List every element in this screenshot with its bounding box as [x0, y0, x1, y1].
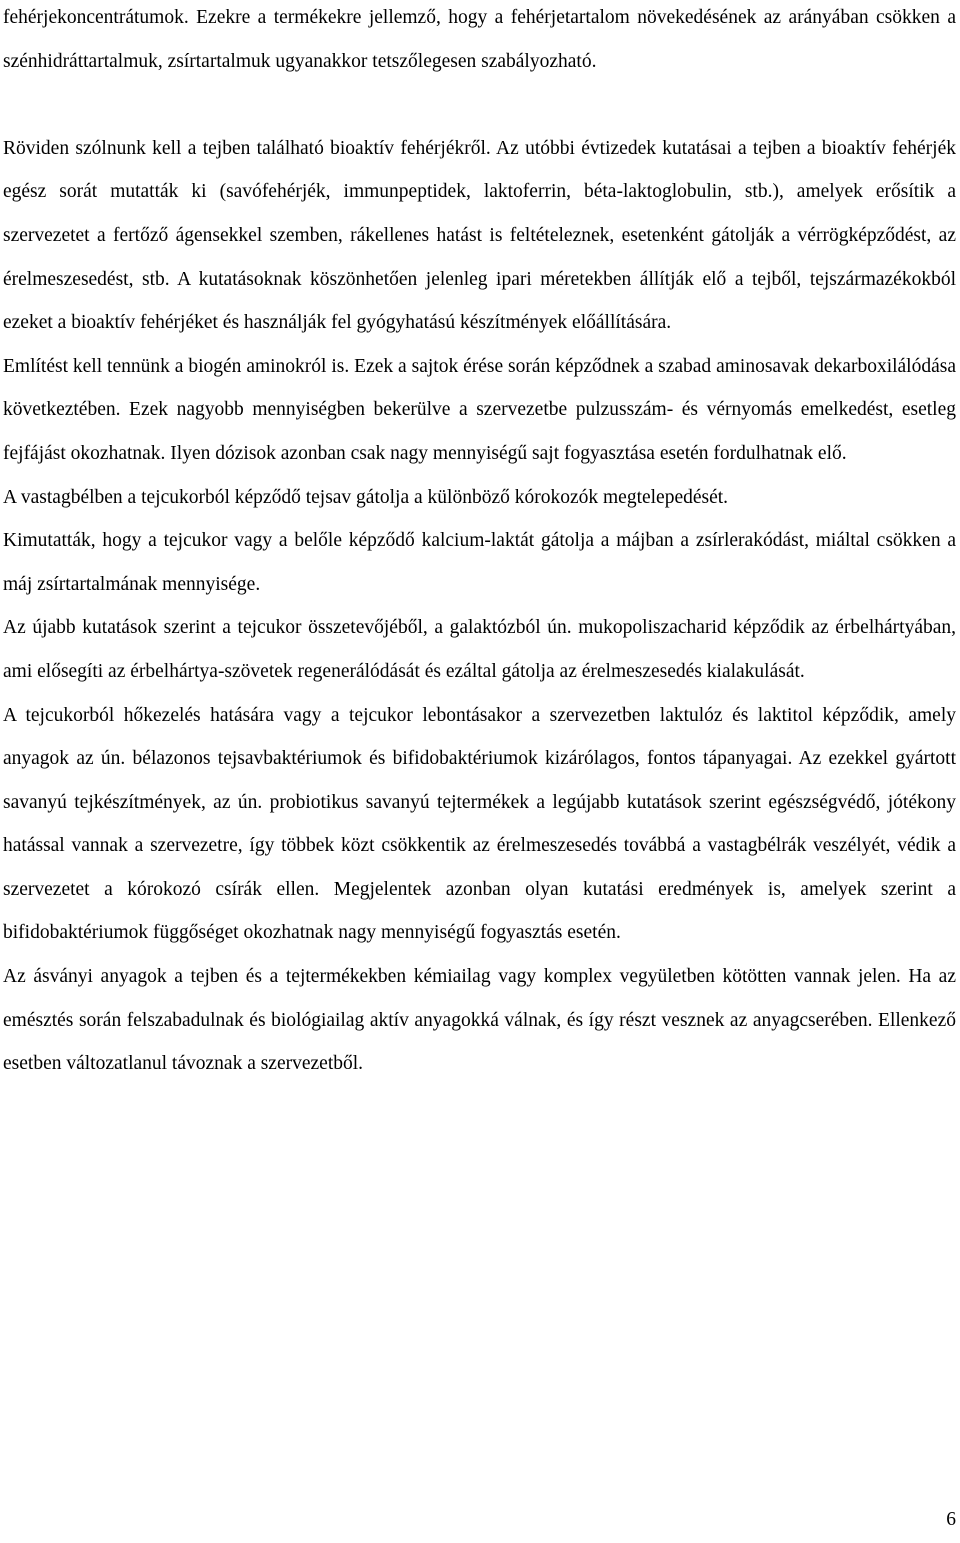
paragraph-calcium-lactate: Kimutatták, hogy a tejcukor vagy a belőle képződő kalcium-laktát gátolja a májban a zsírlerakódást, miáltal csökken a máj zsírtartalmának mennyisége.: [3, 530, 956, 595]
paragraph-galactose: Az újabb kutatások szerint a tejcukor összetevőjéből, a galaktózból ún. mukopoliszacharid képződik az érbelhártyában, ami elősegíti az érbelhártya-szövetek regenerálódását és ezáltal gátolja az érelmeszesedés kialakulását.: [3, 617, 956, 682]
paragraph-minerals: Az ásványi anyagok a tejben és a tejtermékekben kémiailag vagy komplex vegyületben kötötten vannak jelen. Ha az emésztés során felszabadulnak és biológiailag aktív anyagokká válnak, és így részt vesznek az anyagcserében. Ellenkező esetben változatlanul távoznak a szervezetből.: [3, 966, 956, 1075]
paragraph-lactic-acid: A vastagbélben a tejcukorból képződő tejsav gátolja a különböző kórokozók megtelepedését.: [3, 486, 729, 508]
page-number: 6: [946, 1509, 956, 1530]
paragraph-protein-concentrates: fehérjekoncentrátumok. Ezekre a termékekre jellemző, hogy a fehérjetartalom növekedésének az arányában csökken a szénhidráttartalmuk, zsírtartalmuk ugyanakkor tetszőlegesen szabályozható.: [3, 7, 956, 72]
paragraph-biogenic-amines: Említést kell tennünk a biogén aminokról is. Ezek a sajtok érése során képződnek a szabad aminosavak dekarboxilálódása következtében. Ezek nagyobb mennyiségben bekerülve a szervezetbe pulzusszám- és vérnyomás emelkedést, esetleg fejfájást okozhatnak. Ilyen dózisok azonban csak nagy mennyiségű sajt fogyasztása esetén fordulhatnak elő.: [3, 355, 956, 464]
body-text: [3, 0, 956, 1086]
paragraph-lactulose-probiotics: A tejcukorból hőkezelés hatására vagy a tejcukor lebontásakor a szervezetben laktulóz és laktitol képződik, amely anyagok az ún. bélazonos tejsavbaktériumok és bifidobaktériumok kizárólagos, fontos tápanyagai. Az ezekkel gyártott savanyú tejkészítmények, az ún. probiotikus savanyú tejtermékek a legújabb kutatások szerint egészségvédő, jótékony hatással vannak a szervezetre, így többek közt csökkentik az érelmeszesedés továbbá a vastagbélrák veszélyét, védik a szervezetet a kórokozó csírák ellen. Megjelentek azonban olyan kutatási eredmények is, amelyek szerint a bifidobaktériumok függőséget okozhatnak nagy mennyiségű fogyasztás esetén.: [3, 704, 956, 944]
paragraph-bioactive-proteins: Röviden szólnunk kell a tejben található bioaktív fehérjékről. Az utóbbi évtizedek kutatásai a tejben a bioaktív fehérjék egész sorát mutatták ki (savófehérjék, immunpeptidek, laktoferrin, béta-laktoglobulin, stb.), amelyek erősítik a szervezetet a fertőző ágensekkel szemben, rákellenes hatást is feltételeznek, esetenként gátolják a vérrögképződést, az érelmeszesedést, stb. A kutatásoknak köszönhetően jelenleg ipari méretekben állítják elő a tejből, tejszármazékokból ezeket a bioaktív fehérjéket és használják fel gyógyhatású készítmények előállítására.: [3, 137, 956, 334]
